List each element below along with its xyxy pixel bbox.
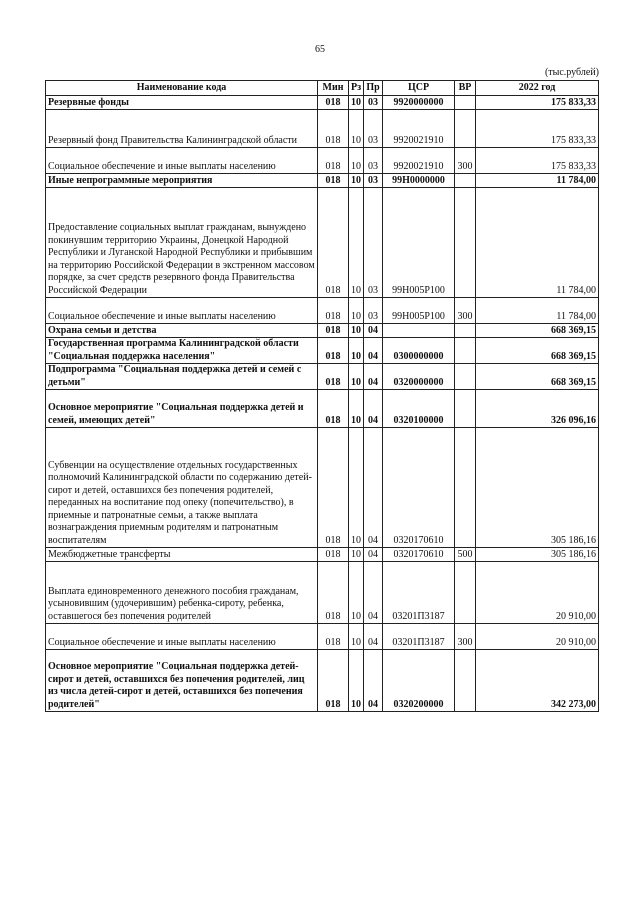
cell-rz: 10 <box>349 110 364 148</box>
cell-amount: 305 186,16 <box>476 548 599 562</box>
cell-pr: 04 <box>364 324 383 338</box>
cell-vr <box>455 650 476 712</box>
budget-table <box>45 80 599 712</box>
table-row <box>46 174 599 188</box>
cell-min: 018 <box>318 174 349 188</box>
cell-pr: 04 <box>364 428 383 548</box>
cell-pr: 04 <box>364 624 383 650</box>
cell-pr: 03 <box>364 110 383 148</box>
cell-amount: 20 910,00 <box>476 562 599 624</box>
header-rz: Рз <box>349 81 364 96</box>
cell-pr: 04 <box>364 548 383 562</box>
cell-pr: 04 <box>364 390 383 428</box>
cell-name: Резервные фонды <box>46 96 318 110</box>
cell-amount: 668 369,15 <box>476 324 599 338</box>
cell-name: Межбюджетные трансферты <box>46 548 318 562</box>
cell-vr <box>455 338 476 364</box>
cell-min: 018 <box>318 298 349 324</box>
cell-amount: 305 186,16 <box>476 428 599 548</box>
cell-pr: 03 <box>364 96 383 110</box>
cell-min: 018 <box>318 428 349 548</box>
header-csr: ЦСР <box>383 81 455 96</box>
cell-name: Подпрограмма "Социальная поддержка детей и семей с детьми" <box>46 364 318 390</box>
table-row <box>46 364 599 390</box>
cell-amount: 342 273,00 <box>476 650 599 712</box>
table-header-row <box>46 81 599 96</box>
cell-csr: 9920021910 <box>383 148 455 174</box>
cell-name: Социальное обеспечение и иные выплаты населению <box>46 298 318 324</box>
cell-vr <box>455 364 476 390</box>
header-name: Наименование кода <box>46 81 318 96</box>
cell-pr: 03 <box>364 174 383 188</box>
cell-pr: 03 <box>364 148 383 174</box>
cell-name: Основное мероприятие "Социальная поддержка детей и семей, имеющих детей" <box>46 390 318 428</box>
table-row <box>46 96 599 110</box>
cell-pr: 04 <box>364 364 383 390</box>
cell-min: 018 <box>318 188 349 298</box>
cell-rz: 10 <box>349 428 364 548</box>
cell-min: 018 <box>318 338 349 364</box>
cell-amount: 11 784,00 <box>476 174 599 188</box>
cell-amount: 668 369,15 <box>476 364 599 390</box>
cell-amount: 668 369,15 <box>476 338 599 364</box>
cell-vr <box>455 96 476 110</box>
cell-rz: 10 <box>349 650 364 712</box>
cell-rz: 10 <box>349 338 364 364</box>
cell-vr <box>455 562 476 624</box>
cell-rz: 10 <box>349 364 364 390</box>
cell-rz: 10 <box>349 174 364 188</box>
cell-csr: 0320000000 <box>383 364 455 390</box>
table-row <box>46 650 599 712</box>
units-label: (тыс.рублей) <box>544 67 599 78</box>
cell-vr <box>455 174 476 188</box>
cell-vr <box>455 428 476 548</box>
cell-min: 018 <box>318 624 349 650</box>
table-row <box>46 390 599 428</box>
cell-rz: 10 <box>349 298 364 324</box>
cell-pr: 04 <box>364 650 383 712</box>
cell-min: 018 <box>318 148 349 174</box>
cell-amount: 20 910,00 <box>476 624 599 650</box>
table-row <box>46 188 599 298</box>
cell-min: 018 <box>318 390 349 428</box>
cell-vr <box>455 110 476 148</box>
cell-rz: 10 <box>349 96 364 110</box>
cell-csr: 0320170610 <box>383 548 455 562</box>
cell-csr: 99Н005Р100 <box>383 298 455 324</box>
cell-name: Резервный фонд Правительства Калининградской области <box>46 110 318 148</box>
cell-csr: 99Н0000000 <box>383 174 455 188</box>
cell-name: Выплата единовременного денежного пособия гражданам, усыновившим (удочерившим) ребенка-сироту, ребенка, оставшегося без попечения родителей <box>46 562 318 624</box>
cell-name: Иные непрограммные мероприятия <box>46 174 318 188</box>
cell-amount: 175 833,33 <box>476 110 599 148</box>
cell-vr: 300 <box>455 148 476 174</box>
cell-name: Государственная программа Калининградской области "Социальная поддержка населения" <box>46 338 318 364</box>
cell-csr: 0320170610 <box>383 428 455 548</box>
header-year: 2022 год <box>476 81 599 96</box>
cell-pr: 03 <box>364 188 383 298</box>
cell-min: 018 <box>318 650 349 712</box>
table-row <box>46 298 599 324</box>
cell-amount: 326 096,16 <box>476 390 599 428</box>
cell-csr: 0320200000 <box>383 650 455 712</box>
cell-pr: 04 <box>364 562 383 624</box>
cell-vr <box>455 390 476 428</box>
cell-name: Социальное обеспечение и иные выплаты населению <box>46 624 318 650</box>
cell-vr <box>455 188 476 298</box>
cell-min: 018 <box>318 548 349 562</box>
cell-min: 018 <box>318 364 349 390</box>
cell-csr: 03201П3187 <box>383 562 455 624</box>
cell-rz: 10 <box>349 148 364 174</box>
cell-name: Основное мероприятие "Социальная поддержка детей-сирот и детей, оставшихся без попечения родителей, лиц из числа детей-сирот и детей, оставшихся без попечения родителей" <box>46 650 318 712</box>
cell-min: 018 <box>318 562 349 624</box>
cell-csr: 99Н005Р100 <box>383 188 455 298</box>
table-row <box>46 338 599 364</box>
cell-min: 018 <box>318 110 349 148</box>
cell-name: Субвенции на осуществление отдельных государственных полномочий Калининградской области по содержанию детей-сирот и детей, оставшихся без попечения родителей, переданных на воспитание под опеку (попечительство), в приемные и патронатные семьи, а также выплата вознаграждения приемным родителям и патронатным воспитателям <box>46 428 318 548</box>
cell-min: 018 <box>318 96 349 110</box>
table-row <box>46 562 599 624</box>
cell-min: 018 <box>318 324 349 338</box>
cell-csr: 03201П3187 <box>383 624 455 650</box>
header-vr: ВР <box>455 81 476 96</box>
table-row <box>46 428 599 548</box>
table-row <box>46 324 599 338</box>
cell-pr: 04 <box>364 338 383 364</box>
cell-name: Предоставление социальных выплат гражданам, вынуждено покинувшим территорию Украины, Донецкой Народной Республики и Луганской Народной Республики и прибывшим на территорию Российской Федерации в экстренном массовом порядке, за счет средств резервного фонда Правительства Российской Федерации <box>46 188 318 298</box>
cell-rz: 10 <box>349 548 364 562</box>
cell-rz: 10 <box>349 562 364 624</box>
table-row <box>46 148 599 174</box>
cell-csr <box>383 324 455 338</box>
page-number: 65 <box>315 44 325 55</box>
table-row <box>46 110 599 148</box>
cell-amount: 175 833,33 <box>476 96 599 110</box>
cell-rz: 10 <box>349 324 364 338</box>
cell-rz: 10 <box>349 188 364 298</box>
cell-amount: 11 784,00 <box>476 188 599 298</box>
cell-name: Охрана семьи и детства <box>46 324 318 338</box>
cell-amount: 11 784,00 <box>476 298 599 324</box>
cell-vr <box>455 324 476 338</box>
table-row <box>46 624 599 650</box>
cell-vr: 300 <box>455 298 476 324</box>
cell-vr: 500 <box>455 548 476 562</box>
cell-amount: 175 833,33 <box>476 148 599 174</box>
cell-name: Социальное обеспечение и иные выплаты населению <box>46 148 318 174</box>
cell-pr: 03 <box>364 298 383 324</box>
cell-vr: 300 <box>455 624 476 650</box>
header-pr: Пр <box>364 81 383 96</box>
table-row <box>46 548 599 562</box>
cell-rz: 10 <box>349 624 364 650</box>
header-min: Мин <box>318 81 349 96</box>
cell-csr: 9920000000 <box>383 96 455 110</box>
cell-rz: 10 <box>349 390 364 428</box>
cell-csr: 0320100000 <box>383 390 455 428</box>
cell-csr: 0300000000 <box>383 338 455 364</box>
cell-csr: 9920021910 <box>383 110 455 148</box>
